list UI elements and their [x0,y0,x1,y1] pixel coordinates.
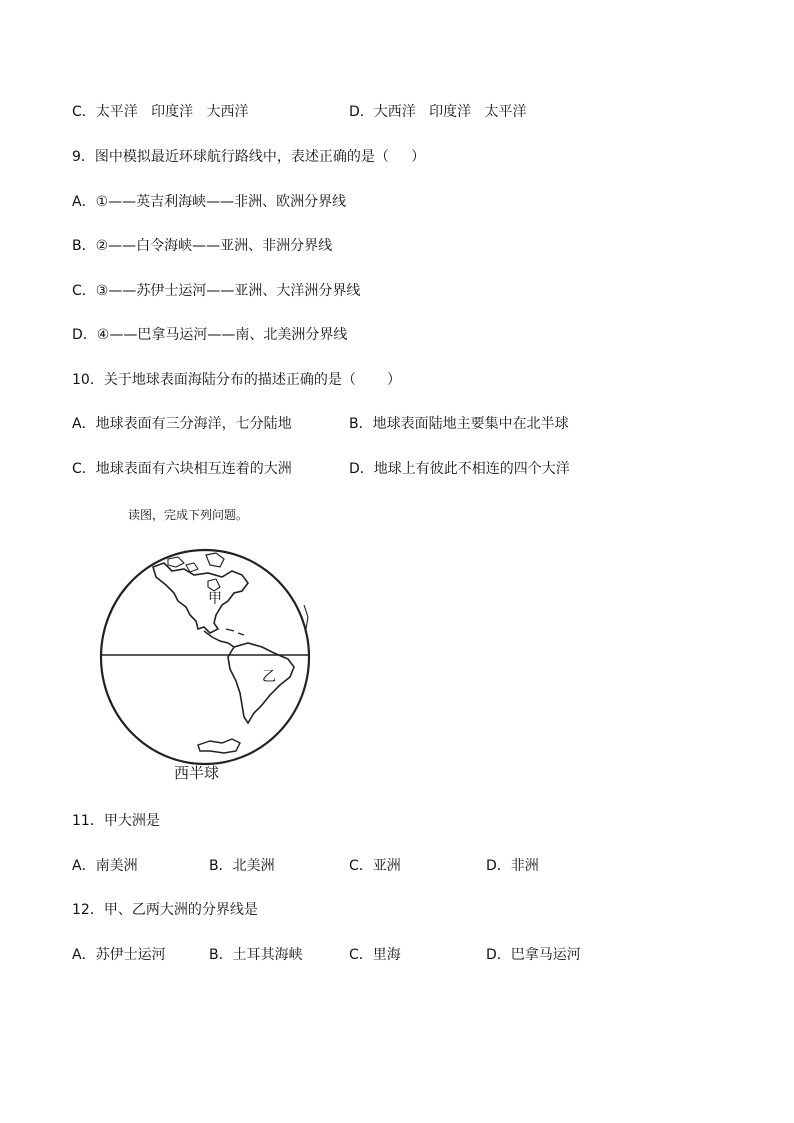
q9-option-b: B．②——白令海峡——亚洲、非洲分界线 [72,238,333,254]
q11-option-b: B．北美洲 [209,858,275,874]
q9-option-d: D．④——巴拿马运河——南、北美洲分界线 [72,327,348,343]
q10-option-c: C．地球表面有六块相互连着的大洲 [72,461,292,477]
q12-option-c: C．里海 [349,947,401,963]
q11-option-c: C．亚洲 [349,858,401,874]
q12-option-d: D．巴拿马运河 [486,947,581,963]
q11-option-a: A．南美洲 [72,858,138,874]
q12-stem: 12．甲、乙两大洲的分界线是 [72,902,258,918]
globe-map-image [98,545,328,785]
q12-option-b: B．土耳其海峡 [209,947,303,963]
q10-option-a: A．地球表面有三分海洋，七分陆地 [72,416,292,432]
label-yi: 乙 [262,669,276,685]
q9-option-a: A．①——英吉利海峡——非洲、欧洲分界线 [72,194,347,210]
q11-option-d: D．非洲 [486,858,539,874]
q8-option-d: D．大西洋 印度洋 太平洋 [349,104,527,120]
q10-option-d: D．地球上有彼此不相连的四个大洋 [349,461,570,477]
q9-option-c: C．③——苏伊士运河——亚洲、大洋洲分界线 [72,283,361,299]
q8-option-c: C．太平洋 印度洋 大西洋 [72,104,249,120]
q11-stem: 11．甲大洲是 [72,813,160,829]
figure-caption: 西半球 [174,764,220,782]
q12-option-a: A．苏伊士运河 [72,947,166,963]
label-jia: 甲 [208,591,222,607]
q10-stem: 10．关于地球表面海陆分布的描述正确的是（ ） [72,372,401,388]
western-hemisphere-figure [98,545,328,785]
q9-stem: 9．图中模拟最近环球航行路线中，表述正确的是（ ） [72,149,426,165]
q10-option-b: B．地球表面陆地主要集中在北半球 [349,416,569,432]
figure-intro: 读图，完成下列问题。 [128,508,249,522]
